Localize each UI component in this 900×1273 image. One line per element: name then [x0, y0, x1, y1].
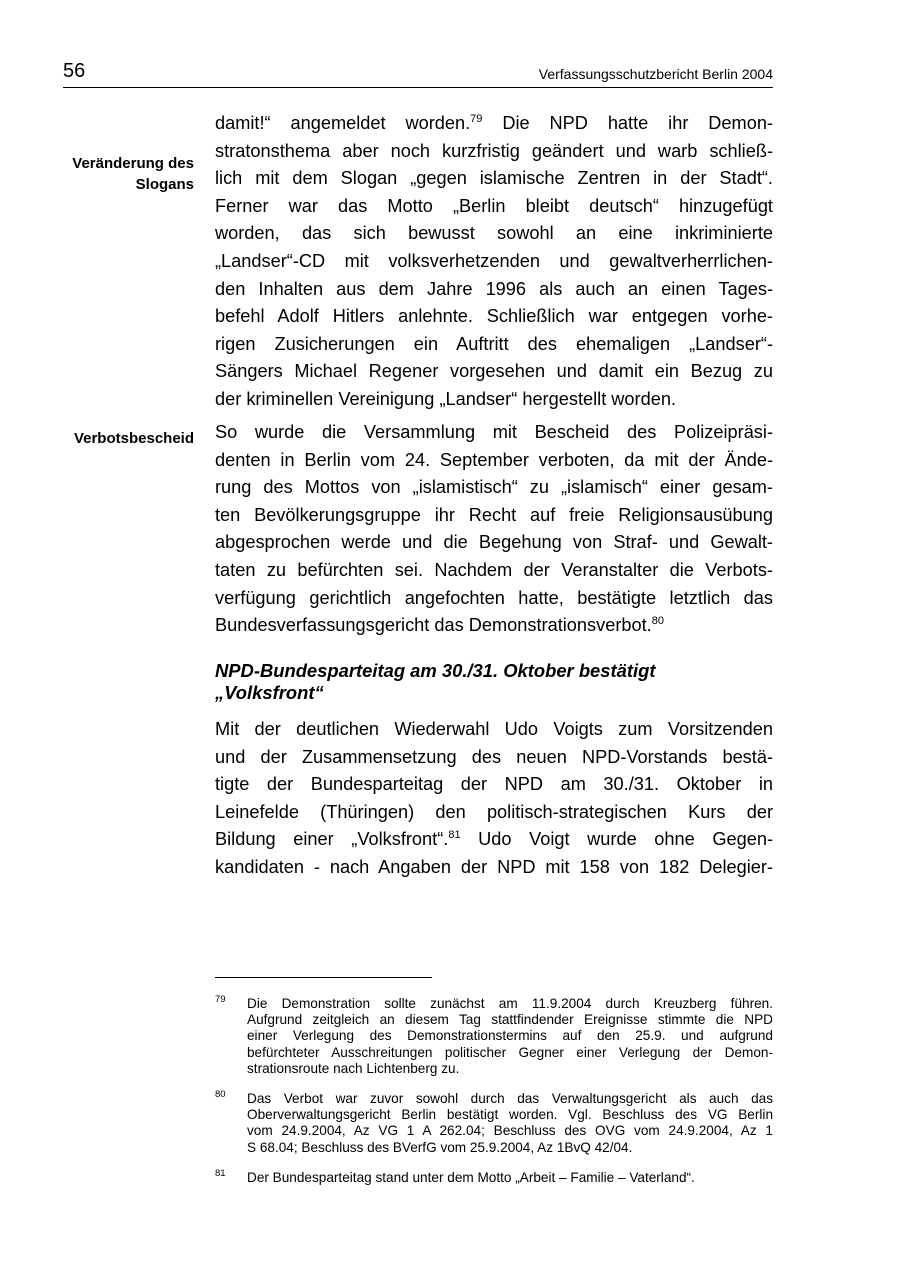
footnote-text [247, 1091, 773, 1156]
footnote-line: Aufgrund zeitgleich an diesem Tag stattfindender Ereignisse stimmte die NPD [247, 1012, 773, 1028]
text-line: befehl Adolf Hitlers anlehnte. Schließlich war entgegen vorhe- [215, 306, 773, 327]
footnote-ref-79[interactable]: 79 [470, 112, 483, 125]
text-line: abgesprochen werde und die Begehung von Straf- und Gewalt- [215, 532, 773, 553]
paragraph-1 [215, 110, 773, 414]
section-heading [215, 660, 773, 704]
text-line: Sängers Michael Regener vorgesehen und damit ein Bezug zu [215, 361, 773, 382]
text-fragment: damit!“ angemeldet worden. [215, 113, 471, 133]
text-fragment: Udo Voigt wurde ohne Gegen- [460, 829, 773, 850]
footnote-line: befürchteter Ausschreitungen politischer Gegner einer Verlegung der Demon- [247, 1044, 773, 1060]
text-line: und der Zusammensetzung des neuen NPD-Vorstands bestä- [215, 746, 773, 767]
footnote-line: Der Bundesparteitag stand unter dem Motto „Arbeit – Familie – Vaterland“. [247, 1170, 695, 1185]
text-line: worden, das sich bewusst sowohl an eine inkriminierte [215, 223, 773, 244]
text-line: stratonsthema aber noch kurzfristig geändert und warb schließ- [215, 140, 773, 161]
text-line: „Landser“-CD mit volksverhetzenden und gewaltverherrlichen- [215, 250, 773, 271]
footnote-line: vom 24.9.2004, Az VG 1 A 262.04; Beschluss des OVG vom 24.9.2004, Az 1 [247, 1123, 773, 1139]
footnote-ref-81[interactable]: 81 [448, 829, 461, 842]
footnote-text [247, 1170, 773, 1186]
footnote-line: Die Demonstration sollte zunächst am 11.9.2004 durch Kreuzberg führen. [247, 996, 773, 1011]
footnote-line: strationsroute nach Lichtenberg zu. [247, 1060, 460, 1076]
footnote-ref-80[interactable]: 80 [651, 615, 664, 628]
text-fragment: Bundesverfassungsgericht das Demonstrationsverbot. [215, 615, 652, 636]
text-line: lich mit dem Slogan „gegen islamische Zentren in der Stadt“. [215, 168, 773, 189]
margin-note-slogan-line1: Veränderung des [72, 155, 194, 172]
footnote-line: S 68.04; Beschluss des BVerfG vom 25.9.2004, Az 1BvQ 42/04. [247, 1139, 633, 1155]
text-line: Mit der deutlichen Wiederwahl Udo Voigts zum Vorsitzenden [215, 719, 773, 739]
text-line: Ferner war das Motto „Berlin bleibt deutsch“ hinzugefügt [215, 195, 773, 216]
margin-note-slogan-line2: Slogans [135, 176, 194, 193]
text-line: taten zu befürchten sei. Nachdem der Veranstalter die Verbots- [215, 559, 773, 580]
text-line: rigen Zusicherungen ein Auftritt des ehemaligen „Landser“- [215, 333, 773, 354]
text-line [215, 110, 773, 138]
text-line: verfügung gerichtlich angefochten hatte, bestätigte letztlich das [215, 587, 773, 608]
running-title: Verfassungsschutzbericht Berlin 2004 [538, 66, 773, 82]
text-line: kandidaten - nach Angaben der NPD mit 158 von 182 Delegier- [215, 856, 773, 877]
footnote-number: 80 [215, 1089, 226, 1100]
text-line: ten Bevölkerungsgruppe ihr Recht auf freie Religionsausübung [215, 504, 773, 525]
margin-note-verbotsbescheid: Verbotsbescheid [73, 430, 194, 447]
footnote-text [247, 996, 773, 1077]
paragraph-3 [215, 716, 773, 882]
text-line: tigte der Bundesparteitag der NPD am 30./31. Oktober in [215, 774, 773, 795]
text-fragment: Die NPD hatte ihr Demon- [482, 113, 773, 133]
text-line: den Inhalten aus dem Jahre 1996 als auch an einen Tages- [215, 278, 773, 299]
footnote-separator [215, 977, 432, 978]
header-rule [63, 87, 773, 88]
text-line [215, 826, 773, 854]
footnote-line: Das Verbot war zuvor sowohl durch das Verwaltungsgericht als auch das [247, 1091, 773, 1106]
section-heading-line1: NPD-Bundesparteitag am 30./31. Oktober bestätigt [215, 660, 656, 681]
text-line: rung des Mottos von „islamistisch“ zu „islamisch“ einer gesam- [215, 477, 773, 498]
text-line: der kriminellen Vereinigung „Landser“ hergestellt worden. [215, 388, 677, 409]
section-heading-line2: „Volksfront“ [215, 682, 324, 703]
text-line: denten in Berlin vom 24. September verboten, da mit der Ände- [215, 449, 773, 470]
footnote-line: einer Verlegung des Demonstrationstermins auf den 25.9. und aufgrund [247, 1028, 773, 1044]
footnote-number: 79 [215, 994, 226, 1005]
paragraph-2 [215, 419, 773, 640]
text-line [215, 612, 773, 640]
page-number: 56 [63, 60, 86, 82]
text-line: So wurde die Versammlung mit Bescheid des Polizeipräsi- [215, 422, 773, 442]
footnote-number: 81 [215, 1168, 226, 1179]
footnote-line: Oberverwaltungsgericht Berlin bestätigt worden. Vgl. Beschluss des VG Berlin [247, 1107, 773, 1123]
text-fragment: Bildung einer „Volksfront“. [215, 829, 449, 850]
margin-note-slogan [34, 153, 194, 195]
text-line: Leinefelde (Thüringen) den politisch-strategischen Kurs der [215, 801, 773, 822]
